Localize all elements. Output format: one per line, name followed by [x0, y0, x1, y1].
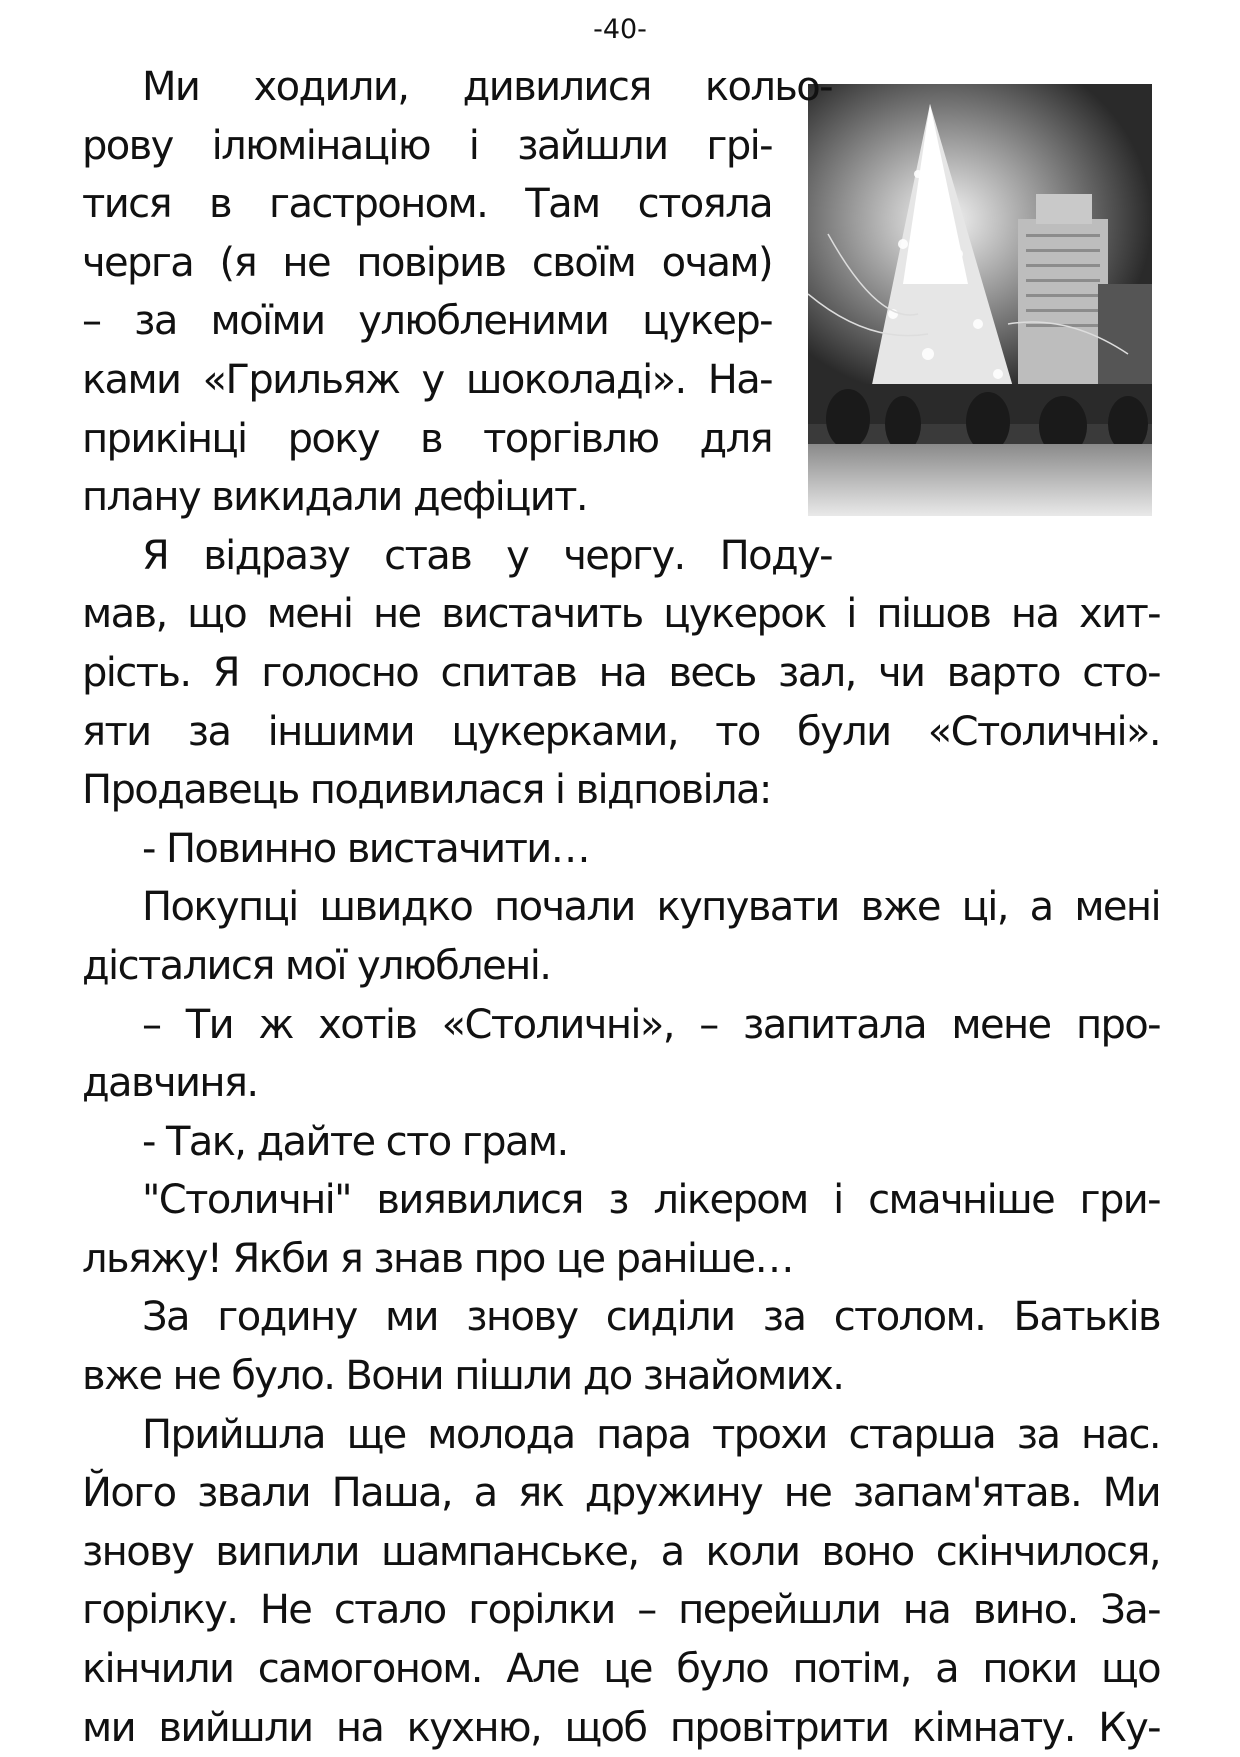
text-line: Ми ходили, дивилися кольо- — [142, 64, 832, 110]
text-line: "Столичні" виявилися з лікером і смачніше гри- — [142, 1177, 1160, 1224]
text-line: дісталися мої улюблені. — [82, 942, 551, 989]
text-line: Покупці швидко почали купувати вже ці, а мені — [142, 884, 1160, 931]
text-line: вже не було. Вони пішли до знайомих. — [82, 1353, 844, 1400]
text-line: рість. Я голосно спитав на весь зал, чи варто сто- — [82, 649, 1160, 696]
text-line: ками «Грильяж у шоколаді». На- — [82, 356, 772, 403]
text-line: кінчили самогоном. Але це було потім, а поки що — [82, 1646, 1160, 1693]
text-line: давчиня. — [82, 1060, 258, 1107]
text-line: знову випили шампанське, а коли воно скінчилося, — [82, 1528, 1160, 1575]
text-line: – Ти ж хотів «Столичні», – запитала мене про- — [142, 1001, 1160, 1048]
text-line: Прийшла ще молода пара трохи старша за нас. — [142, 1411, 1160, 1458]
text-line: черга (я не повірив своїм очам) — [82, 239, 772, 286]
text-line: плану викидали дефіцит. — [82, 474, 587, 521]
text-line: прикінці року в торгівлю для — [82, 415, 772, 462]
article-text — [82, 58, 1160, 1757]
text-line: рову ілюмінацію і зайшли грі- — [82, 122, 772, 169]
text-line: мав, що мені не вистачить цукерок і пішов на хит- — [82, 591, 1160, 638]
text-line: тися в гастроном. Там стояла — [82, 181, 772, 228]
text-line: – за моїми улюбленими цукер- — [82, 298, 772, 345]
page-number: -40- — [593, 14, 647, 45]
text-line: льяжу! Якби я знав про це раніше… — [82, 1235, 793, 1282]
text-line: - Так, дайте сто грам. — [142, 1118, 568, 1165]
text-line: ми вийшли на кухню, щоб провітрити кімнату. Ку- — [82, 1704, 1160, 1751]
text-line: За годину ми знову сиділи за столом. Батьків — [142, 1294, 1160, 1341]
text-line: - Повинно вистачити… — [142, 825, 590, 872]
text-line: яти за іншими цукерками, то були «Столичні». — [82, 708, 1160, 755]
text-line: Продавець подивилася і відповіла: — [82, 767, 771, 814]
text-line: Я відразу став у чергу. Поду- — [142, 532, 832, 579]
text-line: горілку. Не стало горілки – перейшли на вино. За- — [82, 1587, 1160, 1634]
text-line: Його звали Паша, а як дружину не запам'ятав. Ми — [82, 1470, 1160, 1517]
